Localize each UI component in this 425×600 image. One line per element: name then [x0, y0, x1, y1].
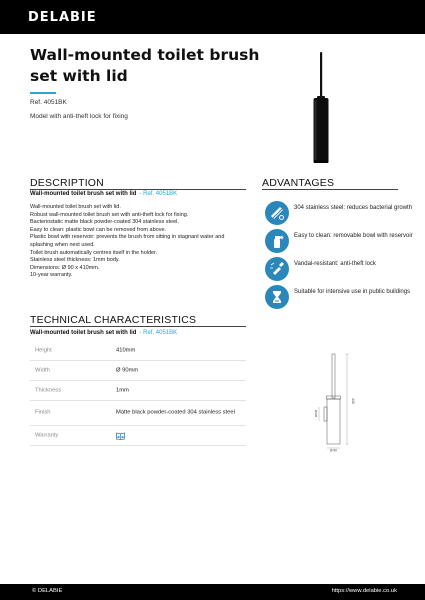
advantage-text: Vandal-resistant: anti-theft lock: [294, 261, 376, 267]
advantage-item: [262, 257, 412, 283]
spec-value: Ø 90mm: [116, 366, 139, 373]
drawing-width-label: Ø 90: [330, 448, 337, 452]
technical-heading: TECHNICAL CHARACTERISTICS: [30, 314, 197, 326]
technical-drawing: [308, 352, 368, 452]
description-line: Easy to clean: plastic bowl can be removed from above.: [30, 226, 167, 233]
description-heading: DESCRIPTION: [30, 177, 104, 189]
drawing-side-label: Ø105: [314, 410, 318, 418]
spec-label: Width: [35, 366, 50, 373]
anti-vandal-icon: [265, 257, 289, 281]
cleaning-spray-icon: [265, 229, 289, 253]
description-rule: [30, 189, 246, 190]
spec-label: Height: [35, 346, 52, 353]
product-image: [311, 52, 331, 164]
advantages-heading: ADVANTAGES: [262, 177, 335, 189]
advantage-text: Suitable for intensive use in public buildings: [294, 289, 411, 295]
description-line: Robust wall-mounted toilet brush set with anti-theft lock for fixing.: [30, 211, 189, 218]
description-subtitle-name: Wall-mounted toilet brush set with lid: [30, 191, 137, 197]
spec-value: Matte black powder-coated 304 stainless steel: [116, 409, 235, 416]
title-accent-rule: [30, 92, 56, 94]
technical-rule: [30, 326, 246, 327]
spec-row: [30, 341, 246, 361]
advantage-text: Easy to clean: removable bowl with reservoir: [294, 233, 413, 239]
advantages-rule: [262, 189, 398, 190]
technical-subtitle: [30, 330, 177, 336]
description-line: Wall-mounted toilet brush set with lid.: [30, 204, 121, 210]
description-line: 10-year warranty.: [30, 272, 73, 279]
footer-copyright: © DELABIE: [32, 588, 63, 594]
description-line: Bacteriostatic matte black powder-coated 304 stainless steel.: [30, 219, 179, 226]
product-ref: Ref. 4051BK: [30, 99, 67, 106]
public-building-icon: [265, 285, 289, 309]
description-line: Stainless steel thickness: 1mm body.: [30, 257, 120, 264]
advantage-item: [262, 285, 412, 311]
spec-label: Finish: [35, 409, 51, 416]
description-line: Toilet brush automatically centres itself in the holder.: [30, 249, 158, 256]
footer-bar: [0, 584, 425, 600]
technical-subtitle-ref: - Ref. 4051BK: [139, 330, 178, 336]
spec-row: [30, 401, 246, 426]
description-line: Dimensions: Ø 90 x 410mm.: [30, 264, 100, 271]
spec-value: 1mm: [116, 386, 129, 393]
product-title: Wall-mounted toilet brush set with lid: [30, 46, 260, 85]
stainless-steel-icon: [265, 201, 289, 225]
technical-subtitle-name: Wall-mounted toilet brush set with lid: [30, 330, 137, 336]
advantage-text: 304 stainless steel: reduces bacterial growth: [294, 205, 413, 211]
spec-label: Warranty: [35, 431, 59, 438]
description-subtitle-ref: - Ref. 4051BK: [139, 191, 178, 197]
advantage-item: [262, 229, 412, 255]
description-line: Plastic bowl with reservoir: prevents the brush from sitting in stagnant water and splashing when next used.: [30, 234, 225, 248]
description-subtitle: [30, 191, 177, 197]
spec-table: [30, 341, 246, 446]
advantage-item: [262, 201, 412, 227]
brand-logo[interactable]: DELABIE: [28, 10, 97, 25]
footer-url-link[interactable]: https://www.delabie.co.uk: [331, 588, 397, 594]
spec-row: [30, 426, 246, 446]
header-bar: [0, 0, 425, 34]
spec-row: [30, 381, 246, 401]
spec-label: Thickness: [35, 386, 62, 393]
drawing-height-label: 410: [351, 398, 355, 404]
description-body: [30, 204, 248, 280]
product-model: Model with anti-theft lock for fixing: [30, 113, 128, 120]
spec-value: 410mm: [116, 346, 136, 353]
spec-row: [30, 361, 246, 381]
warranty-book-icon: [116, 432, 125, 440]
